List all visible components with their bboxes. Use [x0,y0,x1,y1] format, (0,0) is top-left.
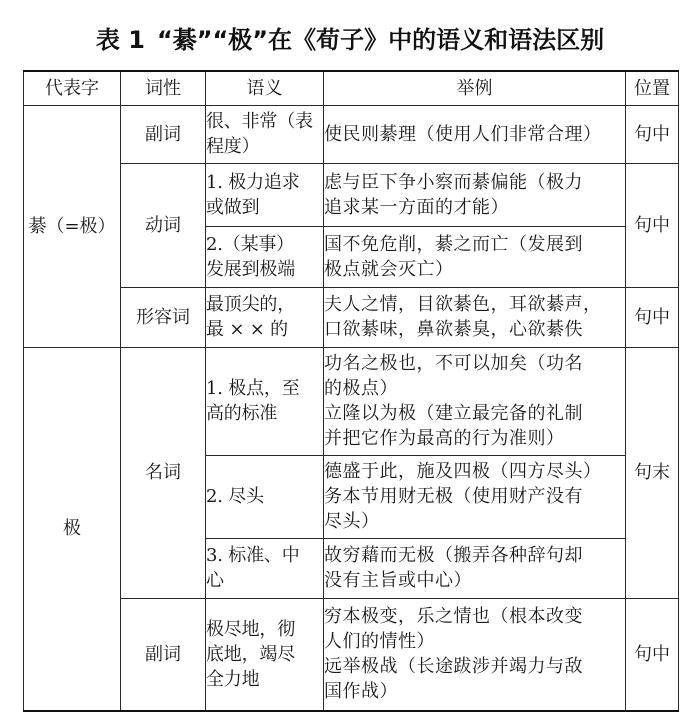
meaning-line: 极尽地，彻 [206,618,295,640]
table-row [24,163,679,226]
cell-position: 句中 [626,105,679,163]
cell-character: 极 [24,347,121,711]
cell-meaning [206,163,324,226]
table-header [24,71,679,105]
cell-part-of-speech: 副词 [121,598,206,711]
semantics-table [23,70,679,712]
header-position: 位置 [626,71,679,105]
example-line: 国不免危削，綦之而亡（发展到 [324,233,583,255]
table-row [24,347,679,455]
header-meaning: 语义 [206,71,324,105]
example-line: 德盛于此，施及四极（四方尽头） [324,461,602,482]
example-line: 追求某一方面的才能） [324,196,509,218]
header-row [24,71,679,105]
example-line: 人们的情性） [324,631,435,653]
cell-position: 句末 [626,347,679,598]
cell-position: 句中 [626,598,679,711]
table-caption [0,23,700,57]
caption-title: “綦”“极”在《荀子》中的语义和语法区别 [156,26,605,54]
example-line: 立隆以为极（建立最完备的礼制 [324,403,583,424]
meaning-line: 1. 极点，至 [206,378,300,399]
example-line: 远举极战（长途跋涉并竭力与敌 [324,656,583,678]
caption-label: 表 1 [95,26,145,54]
example-line: 并把它作为最高的行为准则） [324,428,565,449]
meaning-line: 2. 尽头 [206,486,264,507]
meaning-line: 2.（某事） [206,233,294,255]
table-row [24,598,679,711]
cell-meaning [206,598,324,711]
meaning-line: 底地，竭尽 [206,643,295,665]
table-body [24,105,679,711]
cell-example [324,538,626,598]
cell-example [324,105,626,163]
cell-position: 句中 [626,287,679,347]
cell-meaning [206,347,324,455]
cell-position: 句中 [626,163,679,287]
meaning-line: 全力地 [206,668,260,690]
example-line: 尽头） [324,511,380,532]
cell-example [324,163,626,226]
table-row [24,287,679,347]
meaning-line: 高的标准 [206,403,278,424]
cell-character: 綦（=极） [24,105,121,347]
example-line: 穷本极变，乐之情也（根本改变 [324,606,583,628]
cell-meaning [206,226,324,287]
cell-example [324,598,626,711]
cell-meaning [206,538,324,598]
cell-part-of-speech: 副词 [121,105,206,163]
cell-part-of-speech: 名词 [121,347,206,598]
meaning-line: 3. 标准、中 [206,545,300,566]
header-part-of-speech: 词性 [121,71,206,105]
example-line: 功名之极也，不可以加矣（功名 [324,353,583,374]
header-example: 举例 [324,71,626,105]
example-line: 极点就会灭亡） [324,258,454,280]
meaning-line: 或做到 [206,196,260,218]
cell-example [324,455,626,538]
example-line: 夫人之情，目欲綦色，耳欲綦声， [324,294,602,315]
cell-part-of-speech: 形容词 [121,287,206,347]
cell-meaning [206,287,324,347]
cell-meaning [206,455,324,538]
cell-example [324,226,626,287]
example-line: 国作战） [324,681,398,703]
cell-example [324,347,626,455]
cell-part-of-speech: 动词 [121,163,206,287]
cell-example [324,287,626,347]
meaning-line: 最顶尖的， [206,294,295,315]
table-row [24,105,679,163]
example-line: 虑与臣下争小察而綦偏能（极力 [324,171,583,193]
meaning-line: 很、非常（表 [206,111,313,132]
example-line: 使民则綦理（使用人们非常合理） [324,123,602,145]
cell-meaning [206,105,324,163]
example-line: 没有主旨或中心） [324,570,472,591]
example-line: 故穷藉而无极（搬弄各种辞句却 [324,545,583,566]
meaning-line: 发展到极端 [206,258,295,280]
meaning-line: 程度） [206,136,260,157]
example-line: 口欲綦味，鼻欲綦臭，心欲綦佚 [324,319,583,340]
meaning-line: 1. 极力追求 [206,171,300,193]
header-character: 代表字 [24,71,121,105]
meaning-line: 最 × × 的 [206,319,288,340]
example-line: 的极点） [324,378,398,399]
meaning-line: 心 [206,570,224,591]
example-line: 务本节用财无极（使用财产没有 [324,486,583,507]
